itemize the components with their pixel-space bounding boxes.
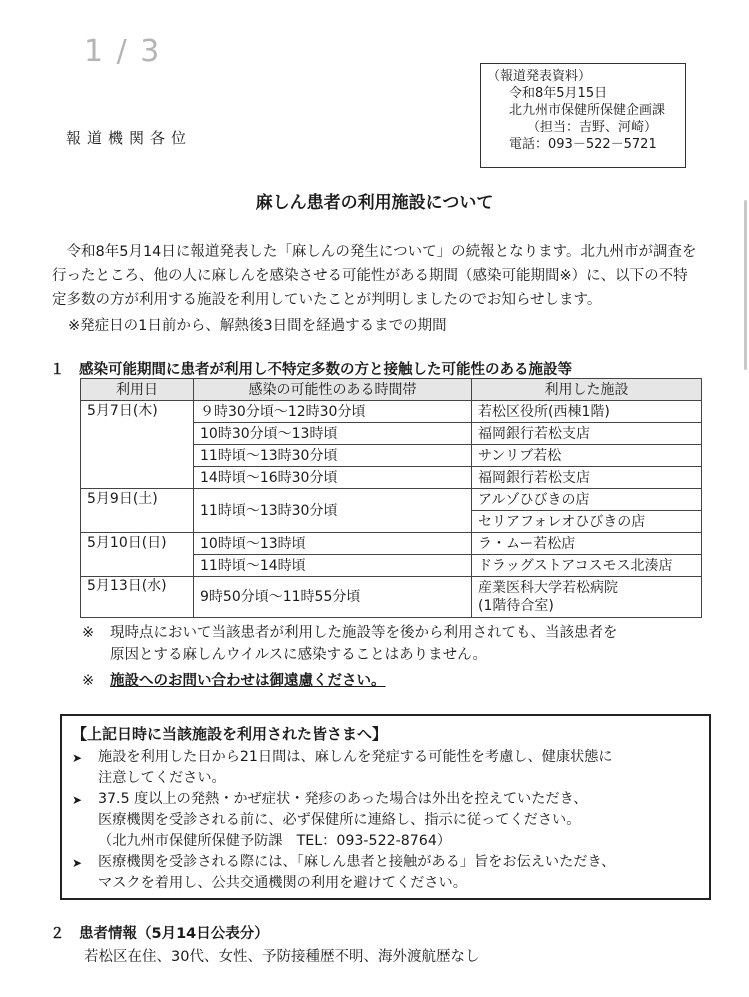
notice-box — [60, 714, 711, 900]
notice-title: 【上記日時に当該施設を利用された皆さまへ】 — [72, 725, 388, 743]
bullet-line: マスクを着用し、公共交通機関の利用を避けてください。 — [98, 875, 467, 891]
cell-time: 11時頃～14時頃 — [194, 555, 472, 577]
page-counter: 1 / 3 — [84, 34, 162, 69]
bullet-text — [98, 789, 587, 852]
note-mark: ※ — [82, 625, 95, 641]
cell-date: 5月10日(日) — [81, 533, 194, 577]
cell-facility: アルゾひびきの店 — [472, 489, 702, 511]
press-release-department: 北九州市保健所保健企画課 — [509, 103, 666, 118]
bullet-line: 施設を利用した日から21日間は、麻しんを発症する可能性を考慮し、健康状態に — [98, 749, 613, 765]
table-notes — [82, 622, 618, 692]
period-note: ※発症日の1日前から、解熱後3日間を経過するまでの期間 — [68, 318, 447, 334]
bullet-line: 注意してください。 — [98, 770, 226, 786]
cell-facility: 若松区役所(西棟1階) — [472, 401, 702, 423]
cell-facility: 福岡銀行若松支店 — [472, 467, 702, 489]
note-line: 現時点において当該患者が利用した施設等を後から利用されても、当該患者を — [110, 625, 618, 641]
bullet-line: 37.5 度以上の発熱・かぜ症状・発疹のあった場合は外出を控えていただき、 — [98, 791, 588, 807]
section2-heading: ２ 患者情報（5月14日公表分） — [50, 926, 269, 942]
document-title: 麻しん患者の利用施設について — [255, 193, 494, 213]
bullet-line: 医療機関を受診される際には、「麻しん患者と接触がある」旨をお伝えいただき、 — [98, 854, 616, 870]
note-line: 原因とする麻しんウイルスに感染することはありません。 — [110, 647, 487, 663]
cell-time: 9時50分頃～11時55分頃 — [194, 577, 472, 618]
table-row — [81, 401, 702, 423]
notice-bullet — [72, 747, 699, 789]
cell-time: 10時頃～13時頃 — [194, 533, 472, 555]
press-release-label: （報道発表資料） — [487, 69, 592, 84]
header-date: 利用日 — [81, 379, 194, 401]
notice-bullet — [72, 852, 699, 894]
cell-time: 11時頃～13時30分頃 — [194, 489, 472, 533]
cell-time: ９時30分頃～12時30分頃 — [194, 401, 472, 423]
header-facility: 利用した施設 — [472, 379, 702, 401]
press-release-contact: （担当：吉野、河崎） — [527, 120, 658, 135]
notice-bullet — [72, 789, 699, 852]
table-header-row — [81, 379, 702, 401]
cell-time: 14時頃～16時30分頃 — [194, 467, 472, 489]
cell-facility: サンリブ若松 — [472, 445, 702, 467]
table-row — [81, 489, 702, 511]
press-release-box — [480, 63, 686, 168]
table-row — [81, 533, 702, 555]
cell-facility — [472, 577, 702, 618]
section1-heading: １ 感染可能期間に患者が利用し不特定多数の方と接触した可能性のある施設等 — [50, 362, 572, 378]
bullet-line: （北九州市保健所保健予防課 TEL：093-522-8764） — [98, 833, 452, 849]
header-time: 感染の可能性のある時間帯 — [194, 379, 472, 401]
cell-date: 5月7日(木) — [81, 401, 194, 489]
cell-date: 5月9日(土) — [81, 489, 194, 533]
facility-name: 産業医科大学若松病院 — [478, 580, 618, 596]
intro-text: 令和8年5月14日に報道発表した「麻しんの発生について」の続報となります。北九州市が調査を行ったところ、他の人に麻しんを感染させる可能性がある期間（感染可能期間※）に、以下の不特定多数の方が利用する施設を利用していたことが判明しましたのでお知らせします。 — [52, 244, 697, 308]
bullet-text — [98, 852, 615, 894]
press-release-date: 令和8年5月15日 — [509, 86, 608, 101]
cell-facility: セリアフォレオひびきの店 — [472, 511, 702, 533]
note-no-infection — [82, 622, 618, 666]
arrow-bullet-icon: ➤ — [72, 793, 83, 807]
table-row — [81, 577, 702, 618]
cell-time: 11時頃～13時30分頃 — [194, 445, 472, 467]
note-text — [110, 622, 618, 666]
cell-facility: ラ・ムー若松店 — [472, 533, 702, 555]
arrow-bullet-icon: ➤ — [72, 751, 83, 765]
cell-facility: 福岡銀行若松支店 — [472, 423, 702, 445]
note-mark: ※ — [82, 673, 95, 689]
addressee: 報道機関各位 — [66, 129, 193, 147]
bullet-text — [98, 747, 613, 789]
intro-paragraph — [52, 240, 702, 312]
patient-info: 若松区在住、30代、女性、予防接種歴不明、海外渡航歴なし — [84, 949, 480, 965]
press-release-phone: 電話：093－522－5721 — [509, 137, 657, 152]
note-no-inquiries — [82, 670, 618, 692]
note-text: 施設へのお問い合わせは御遠慮ください。 — [110, 673, 386, 689]
cell-time: 10時30分頃～13時頃 — [194, 423, 472, 445]
bullet-line: 医療機関を受診される前に、必ず保健所に連絡し、指示に従ってください。 — [98, 812, 581, 828]
arrow-bullet-icon: ➤ — [72, 856, 83, 870]
cell-facility: ドラッグストアコスモス北湊店 — [472, 555, 702, 577]
scrollbar[interactable] — [744, 200, 747, 370]
facility-table — [80, 378, 702, 618]
cell-date: 5月13日(水) — [81, 577, 194, 618]
facility-location: (1階待合室) — [478, 598, 554, 614]
